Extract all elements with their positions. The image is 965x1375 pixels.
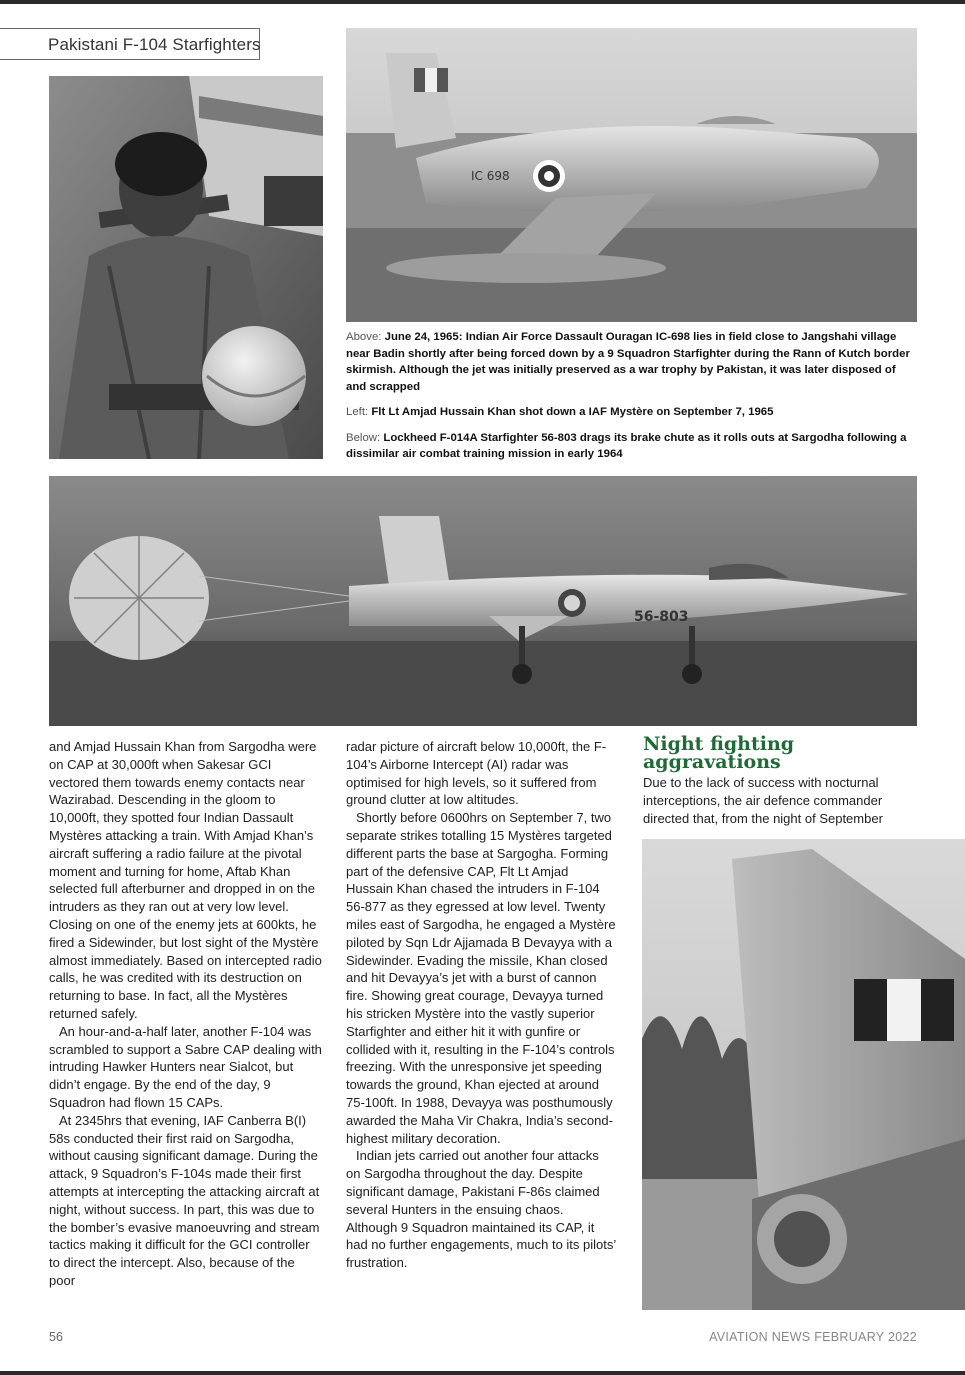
caption-below: Below: Lockheed F-014A Starfighter 56-803 drags its brake chute as it rolls outs at Sargodha following a dissimilar air combat training mission in early 1964 bbox=[346, 431, 907, 460]
paragraph: Due to the lack of success with nocturnal interceptions, the air defence commander directed that, from the night of September bbox=[643, 775, 883, 826]
ouragan-serial: IC 698 bbox=[471, 169, 510, 183]
caption-above: Above: June 24, 1965: Indian Air Force Dassault Ouragan IC-698 lies in field close to Jangshahi village near Badin shortly after being forced down by a 9 Squadron Starfighter during the Rann of Kutch border skirmish. Although the jet was initially preserved as a war trophy by Pakistan, it was later disposed of and scrapped bbox=[346, 331, 910, 393]
tail-fin-photo bbox=[642, 839, 965, 1310]
article-column-3 bbox=[643, 774, 917, 827]
paragraph: Indian jets carried out another four attacks on Sargodha throughout the day. Despite significant damage, Pakistani F-86s claimed several Hunters in the ensuing chaos. Although 9 Squadron maintained its CAP, it had no further engagements, much to its pilots’ frustration. bbox=[346, 1148, 616, 1271]
paragraph: Shortly before 0600hrs on September 7, two separate strikes totalling 15 Mystères targeted different parts the base at Sargogha. Forming part of the defensive CAP, Flt Lt Amjad Hussain Khan chased the intruders in F-104 56-877 as they egressed at low level. Twenty miles east of Sargodha, he engaged a Mystère piloted by Sqn Ldr Ajjamada B Devayya with a Sidewinder. Evading the missile, Khan closed and hit Devayya’s jet with a burst of cannon fire. Showing great courage, Devayya turned his stricken Mystère into the vastly superior Starfighter and either hit it with gunfire or collided with it, resulting in the F-104’s controls freezing. With the unresponsive jet speeding towards the ground, Khan ejected at around 75-100ft. In 1988, Devayya was posthumously awarded the Maha Vir Chakra, India’s second-highest military decoration. bbox=[346, 810, 616, 1146]
masthead: AVIATION NEWS FEBRUARY 2022 bbox=[709, 1330, 917, 1344]
bottom-rule bbox=[0, 1371, 965, 1375]
ouragan-photo bbox=[346, 28, 917, 322]
section-label: Pakistani F-104 Starfighters bbox=[0, 28, 260, 60]
paragraph: and Amjad Hussain Khan from Sargodha were on CAP at 30,000ft when Sakesar GCI vectored them towards enemy contacts near Wazirabad. Descending in the gloom to 10,000ft, they spotted four Indian Dassault Mystères attacking a train. With Amjad Khan’s aircraft suffering a radio failure at the pivotal moment and turning for home, Aftab Khan selected full afterburner and dropped in on the intruders as they ran out at very low level. Closing on one of the enemy jets at 600kts, he fired a Sidewinder, but lost sight of the Mystère almost immediately. Based on intercepted radio calls, he was credited with its destruction on returning to base. In fact, all the Mystères returned safely. bbox=[49, 739, 322, 1021]
paragraph: radar picture of aircraft below 10,000ft, the F-104’s Airborne Intercept (AI) radar was optimised for high levels, so it suffered from ground clutter at low altitudes. bbox=[346, 739, 607, 808]
caption-left: Left: Flt Lt Amjad Hussain Khan shot down a IAF Mystère on September 7, 1965 bbox=[346, 406, 774, 418]
top-rule bbox=[0, 0, 965, 4]
subheading: Night fighting aggravations bbox=[643, 733, 795, 773]
starfighter-photo bbox=[49, 476, 917, 726]
starfighter-serial: 56-803 bbox=[634, 609, 689, 625]
article-column-1 bbox=[49, 738, 324, 1290]
paragraph: At 2345hrs that evening, IAF Canberra B(I) 58s conducted their first raid on Sargodha, without causing significant damage. During the attack, 9 Squadron’s F-104s made their first attempts at intercepting the attacking aircraft at night, without success. In part, this was due to the bomber’s evasive manoeuvring and stream tactics making it difficult for the GCI controller to direct the intercept. Also, because of the poor bbox=[49, 1112, 320, 1288]
paragraph: An hour-and-a-half later, another F-104 was scrambled to support a Sabre CAP dealing with intruding Hawker Hunters near Sialcot, but didn’t engage. By the end of the day, 9 Squadron had flown 15 CAPs. bbox=[49, 1023, 322, 1110]
article-column-2 bbox=[346, 738, 616, 1272]
pilot-portrait-photo bbox=[49, 76, 323, 459]
caption-block bbox=[346, 329, 917, 472]
page-number: 56 bbox=[49, 1330, 63, 1344]
